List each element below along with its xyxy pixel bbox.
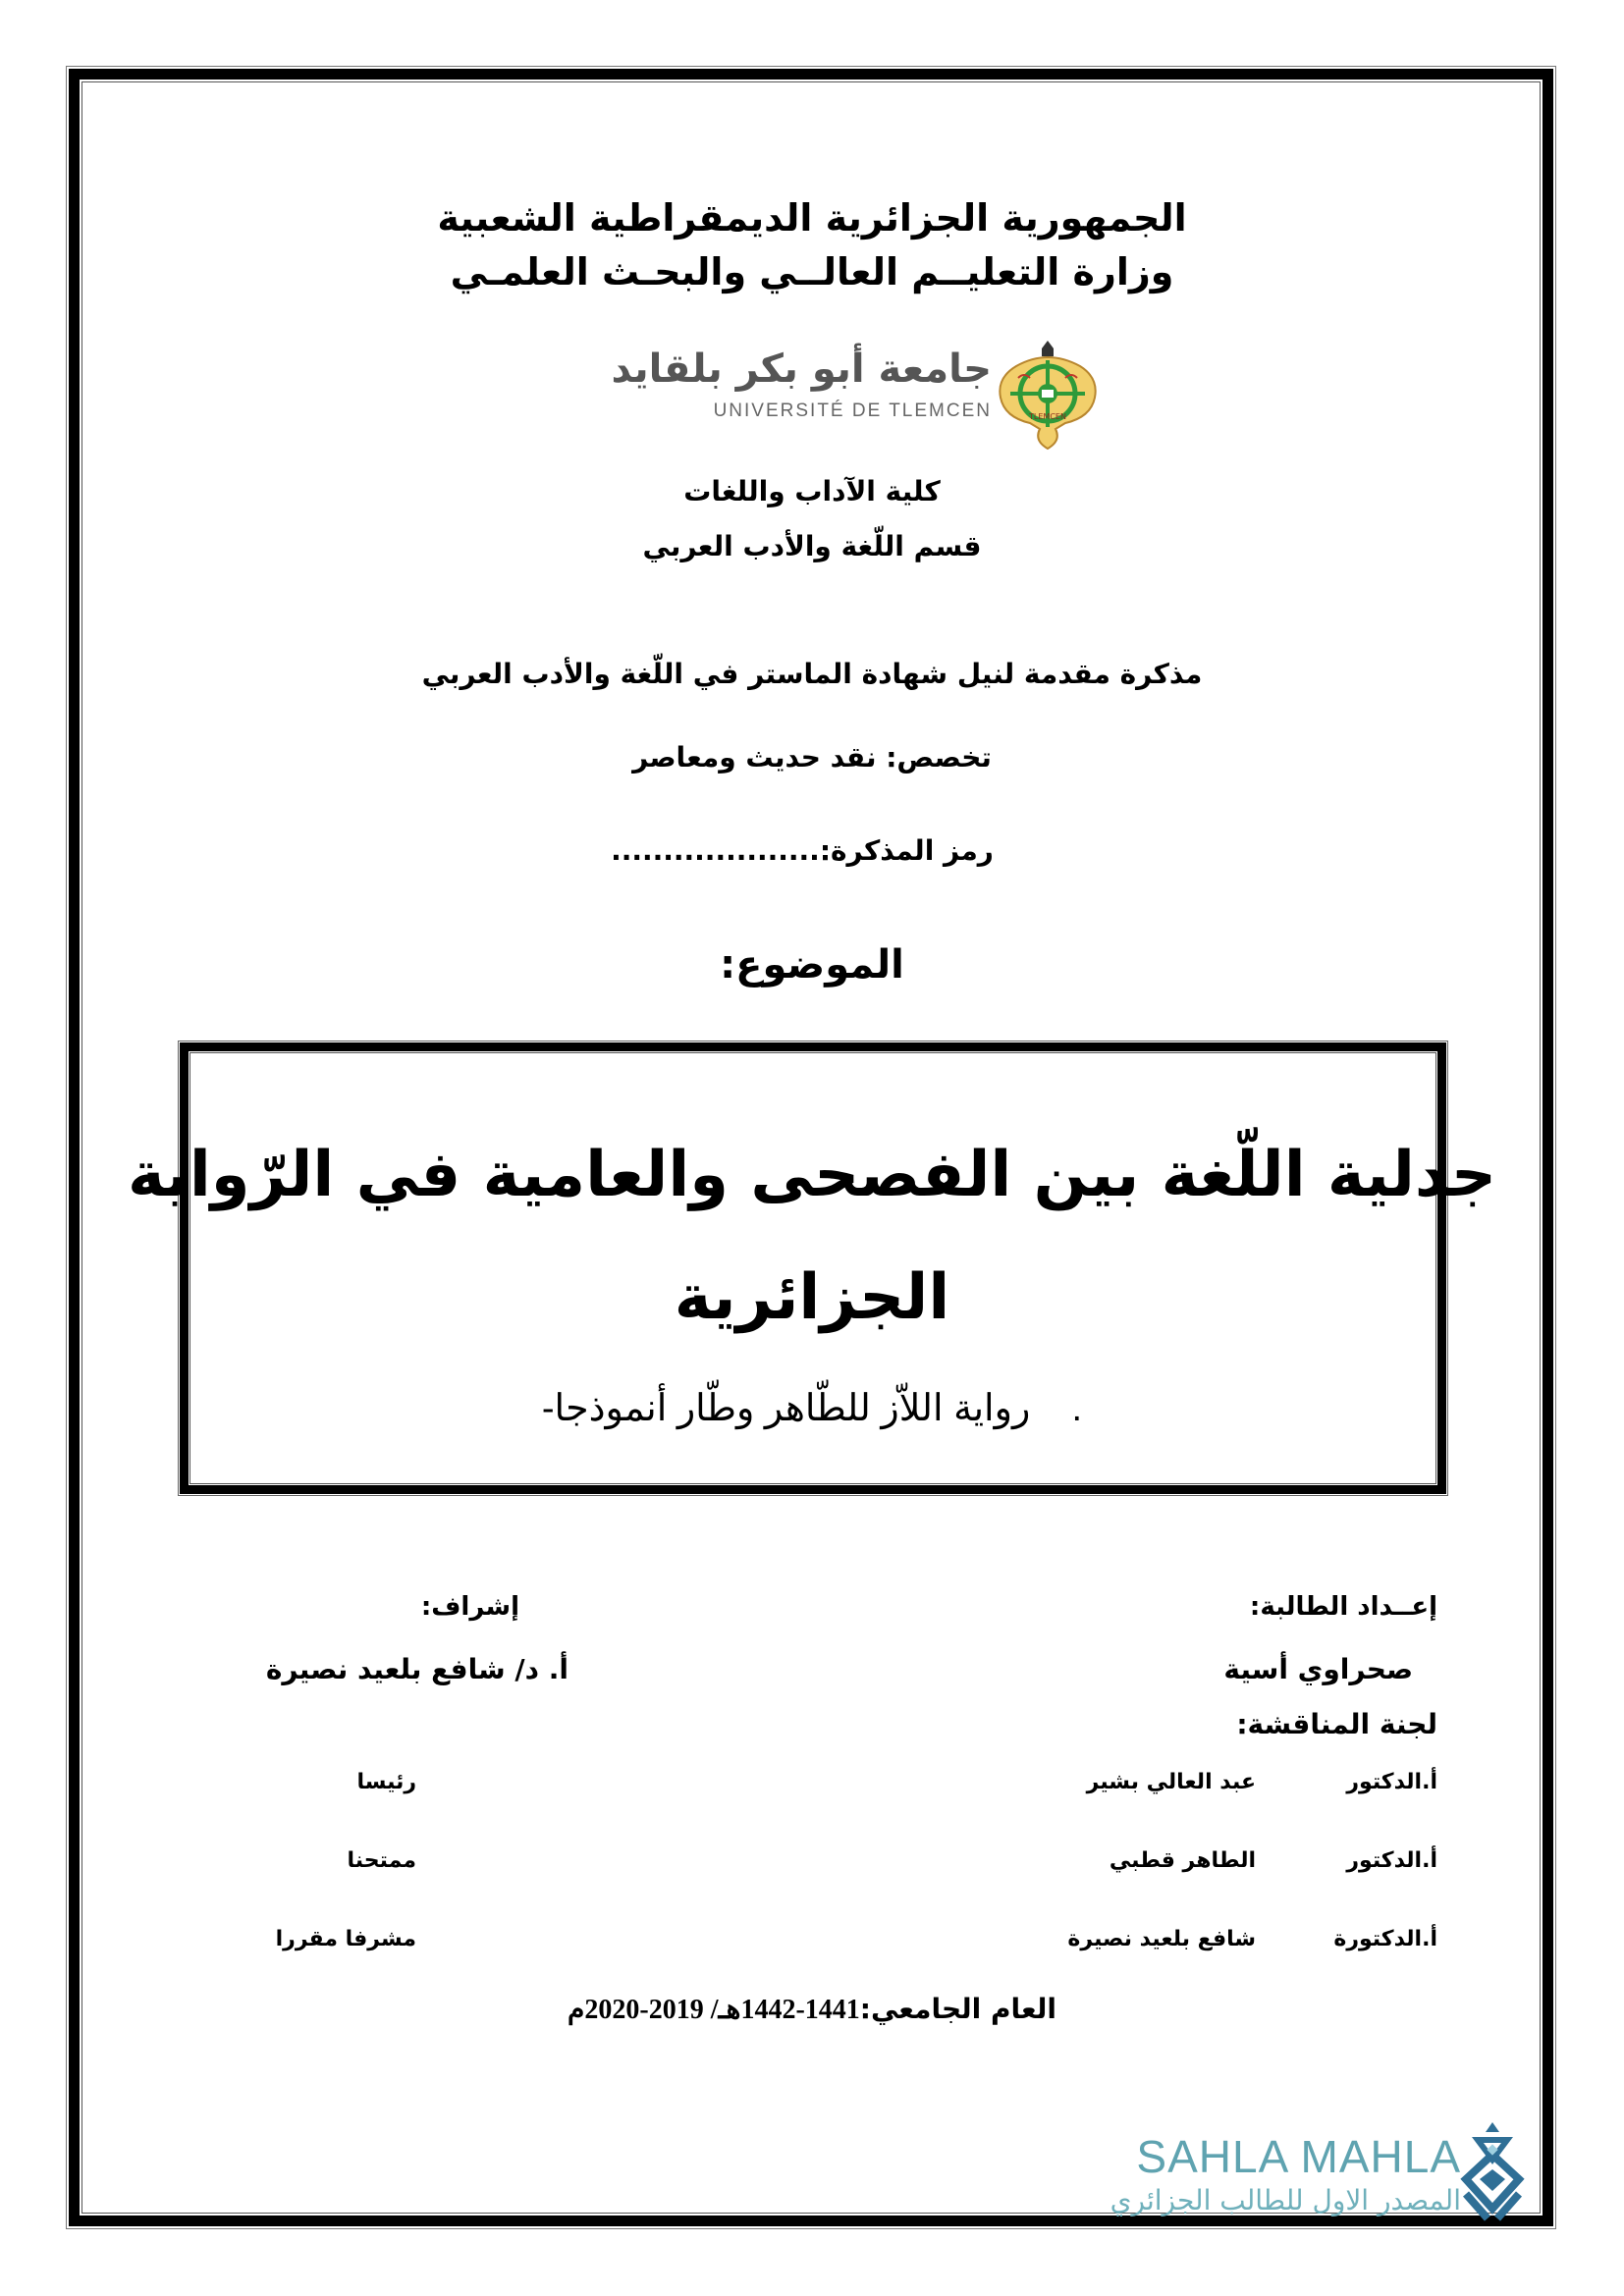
department-name: قسم اللّغة والأدب العربي <box>642 530 982 562</box>
academic-year-label: العام الجامعي: <box>859 1993 1056 2025</box>
academic-year <box>0 1993 1624 2026</box>
watermark-tagline: المصدر الاول للطالب الجزائري <box>1110 2184 1461 2216</box>
subtitle-bullet: . <box>1071 1388 1083 1429</box>
committee-label: لجنة المناقشة: <box>1236 1708 1437 1740</box>
university-name-ar: جامعة أبو بكر بلقايد <box>611 347 992 392</box>
university-emblem-icon <box>997 339 1100 452</box>
svg-text:TLEMCEN: TLEMCEN <box>1029 412 1066 421</box>
committee-member-name: عبد العالي بشير <box>1086 1770 1256 1794</box>
specialty-line <box>0 741 1624 774</box>
thesis-subtitle <box>0 1386 1624 1430</box>
specialty-label: تخصص: <box>886 741 992 774</box>
sahla-mahla-logo-icon <box>1458 2120 1527 2228</box>
committee-member-role: رئيسا <box>356 1770 416 1794</box>
committee-member-role: مشرفا مقررا <box>275 1927 416 1951</box>
subject-label: الموضوع: <box>720 942 904 988</box>
thesis-title-line2: الجزائرية <box>674 1261 950 1334</box>
subtitle-text: رواية اللاّز للطّاهر وطّار أنموذجا- <box>541 1388 1031 1429</box>
watermark-brand: SAHLA MAHLA <box>1136 2131 1461 2182</box>
committee-member-role: ممتحنا <box>347 1848 416 1873</box>
thesis-purpose: مذكرة مقدمة لنيل شهادة الماستر في اللّغة والأدب العربي <box>421 658 1203 690</box>
committee-member-title: أ.الدكتورة <box>1333 1927 1437 1951</box>
supervisor-name: أ. د/ شافع بلعيد نصيرة <box>265 1653 568 1685</box>
ministry-heading: وزارة التعليــم العالــي والبحـث العلمـي <box>450 250 1174 294</box>
committee-member-name: شافع بلعيد نصيرة <box>1067 1927 1256 1951</box>
university-logo <box>530 339 1100 452</box>
student-name: صحراوي أسية <box>1223 1653 1413 1685</box>
committee-member-title: أ.الدكتور <box>1346 1848 1437 1873</box>
university-name-fr: UNIVERSITÉ DE TLEMCEN <box>713 400 992 421</box>
committee-member-title: أ.الدكتور <box>1346 1770 1437 1794</box>
republic-heading: الجمهورية الجزائرية الديمقراطية الشعبية <box>437 196 1187 240</box>
sahla-mahla-watermark <box>1090 2110 1483 2228</box>
academic-year-value: 1441-1442هـ/ 2019-2020م <box>568 1995 860 2025</box>
faculty-name: كلية الآداب واللغات <box>683 475 941 507</box>
thesis-code-value: .................... <box>611 834 820 867</box>
thesis-code-label: رمز المذكرة: <box>819 834 994 867</box>
thesis-title-line1: جدلية اللّغة بين الفصحى والعامية في الرّواية <box>128 1139 1496 1211</box>
supervisor-label: إشراف: <box>420 1592 519 1622</box>
thesis-code-line <box>0 834 1624 867</box>
student-label: إعــداد الطالبة: <box>1249 1592 1437 1622</box>
specialty-value: نقد حديث ومعاصر <box>632 741 877 774</box>
committee-member-name: الطاهر قطبي <box>1109 1848 1256 1873</box>
